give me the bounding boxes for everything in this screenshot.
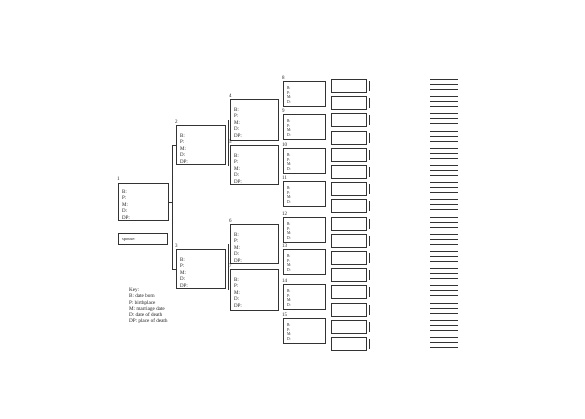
gen5-connector xyxy=(369,184,370,194)
ancestor-line xyxy=(430,303,458,304)
person-13-box[interactable] xyxy=(283,249,326,275)
person-15-fields: B: P: M: D: xyxy=(287,323,292,341)
person-11-box[interactable] xyxy=(283,181,326,207)
ancestor-line xyxy=(430,89,458,90)
spouse-box[interactable]: spouse: xyxy=(118,233,168,245)
ancestor-line xyxy=(430,325,458,326)
gen5-connector xyxy=(369,253,370,263)
ancestor-line xyxy=(430,273,458,274)
person-9-number: 9 xyxy=(282,109,285,114)
ancestor-line xyxy=(430,251,458,252)
gen5-box[interactable] xyxy=(331,268,367,282)
gen5-connector xyxy=(369,150,370,160)
gen5-box[interactable] xyxy=(331,148,367,162)
person-6-fields: B: P: M: D: DP: xyxy=(234,233,242,264)
person-10-fields: B: P: M: D: xyxy=(287,153,292,171)
person-10-number: 10 xyxy=(282,143,287,148)
ancestor-line xyxy=(430,239,458,240)
ancestor-line xyxy=(430,295,458,296)
ancestor-line xyxy=(430,199,458,200)
ancestor-line xyxy=(430,101,458,102)
person-7-box[interactable] xyxy=(230,269,279,311)
ancestor-line xyxy=(430,261,458,262)
ancestor-line xyxy=(430,285,458,286)
ancestor-line xyxy=(430,113,458,114)
person-12-fields: B: P: M: D: xyxy=(287,222,292,240)
person-7-fields: B: P: M: D: DP: xyxy=(234,278,242,309)
ancestor-line xyxy=(430,192,458,193)
ancestor-line xyxy=(430,320,458,321)
person-1-fields: B: P: M: D: DP: xyxy=(122,190,130,221)
gen5-connector xyxy=(369,305,370,315)
ancestor-line xyxy=(430,187,458,188)
gen5-box[interactable] xyxy=(331,337,367,351)
gen5-box[interactable] xyxy=(331,234,367,248)
person-1-box[interactable] xyxy=(118,183,169,221)
ancestor-line xyxy=(430,290,458,291)
person-10-box[interactable] xyxy=(283,148,326,174)
gen5-box[interactable] xyxy=(331,182,367,196)
person-3-number: 3 xyxy=(175,244,178,249)
gen5-connector xyxy=(369,98,370,108)
person-3-box[interactable] xyxy=(176,249,226,289)
person-6-box[interactable] xyxy=(230,224,279,264)
gen5-box[interactable] xyxy=(331,217,367,231)
connector-gen1-top xyxy=(172,145,176,146)
ancestor-line xyxy=(430,347,458,348)
person-14-box[interactable] xyxy=(283,284,326,310)
person-14-number: 14 xyxy=(282,279,287,284)
person-8-number: 8 xyxy=(282,76,285,81)
gen5-connector xyxy=(369,81,370,91)
person-5-number: 5 xyxy=(229,140,232,145)
person-8-fields: B: P: M: D: xyxy=(287,86,292,104)
person-12-number: 12 xyxy=(282,212,287,217)
ancestor-line xyxy=(430,256,458,257)
ancestor-line xyxy=(430,158,458,159)
connector-gen1-bottom xyxy=(172,269,176,270)
ancestor-line xyxy=(430,118,458,119)
ancestor-line xyxy=(430,170,458,171)
ancestor-line xyxy=(430,337,458,338)
person-13-fields: B: P: M: D: xyxy=(287,254,292,272)
ancestor-line xyxy=(430,209,458,210)
ancestor-line xyxy=(430,153,458,154)
person-4-fields: B: P: M: D: DP: xyxy=(234,108,242,139)
person-1-number: 1 xyxy=(117,177,120,182)
ancestor-line xyxy=(430,182,458,183)
person-5-box[interactable] xyxy=(230,145,279,185)
person-4-number: 4 xyxy=(229,94,232,99)
gen5-connector xyxy=(369,287,370,297)
ancestor-line xyxy=(430,342,458,343)
person-3-fields: B: P: M: D: DP: xyxy=(180,258,188,289)
ancestor-line xyxy=(430,227,458,228)
ancestor-line xyxy=(430,234,458,235)
person-9-fields: B: P: M: D: xyxy=(287,119,292,137)
person-8-box[interactable] xyxy=(283,81,326,107)
gen5-box[interactable] xyxy=(331,96,367,110)
ancestor-line xyxy=(430,131,458,132)
gen5-box[interactable] xyxy=(331,285,367,299)
ancestor-line xyxy=(430,330,458,331)
person-4-box[interactable] xyxy=(230,99,279,141)
ancestor-line xyxy=(430,165,458,166)
person-2-box[interactable] xyxy=(176,125,226,165)
ancestor-line xyxy=(430,123,458,124)
gen5-connector xyxy=(369,201,370,211)
ancestor-line xyxy=(430,222,458,223)
ancestor-line xyxy=(430,96,458,97)
ancestor-line xyxy=(430,84,458,85)
connector-gen1 xyxy=(172,145,173,269)
gen5-box[interactable] xyxy=(331,165,367,179)
person-2-fields: B: P: M: D: DP: xyxy=(180,134,188,165)
ancestor-line xyxy=(430,204,458,205)
person-6-number: 6 xyxy=(229,219,232,224)
ancestor-line xyxy=(430,313,458,314)
ancestor-line xyxy=(430,244,458,245)
person-13-number: 13 xyxy=(282,244,287,249)
ancestor-line xyxy=(430,278,458,279)
person-15-number: 15 xyxy=(282,313,287,318)
gen5-connector xyxy=(369,167,370,177)
gen5-connector xyxy=(369,219,370,229)
ancestor-line xyxy=(430,106,458,107)
gen5-box[interactable] xyxy=(331,113,367,127)
gen5-connector xyxy=(369,236,370,246)
ancestor-line xyxy=(430,175,458,176)
person-11-fields: B: P: M: D: xyxy=(287,186,292,204)
connector-gen2a xyxy=(228,120,229,166)
connector-gen1-stub xyxy=(169,202,172,203)
gen5-connector xyxy=(369,322,370,332)
ancestor-line xyxy=(430,79,458,80)
ancestor-line xyxy=(430,141,458,142)
person-11-number: 11 xyxy=(282,176,287,181)
connector-gen2b xyxy=(228,244,229,290)
ancestor-line xyxy=(430,217,458,218)
gen5-box[interactable] xyxy=(331,199,367,213)
legend-key: Key: B: date born P: birthplace M: marriage date D: date of death DP: place of death xyxy=(129,287,168,325)
person-5-fields: B: P: M: D: DP: xyxy=(234,154,242,185)
person-7-number: 7 xyxy=(229,264,232,269)
person-15-box[interactable] xyxy=(283,318,326,344)
ancestor-line xyxy=(430,136,458,137)
person-9-box[interactable] xyxy=(283,114,326,140)
gen5-box[interactable] xyxy=(331,303,367,317)
gen5-connector xyxy=(369,270,370,280)
gen5-box[interactable] xyxy=(331,320,367,334)
gen5-connector xyxy=(369,133,370,143)
gen5-box[interactable] xyxy=(331,79,367,93)
person-12-box[interactable] xyxy=(283,217,326,243)
person-2-number: 2 xyxy=(175,120,178,125)
ancestor-line xyxy=(430,308,458,309)
ancestor-line xyxy=(430,148,458,149)
gen5-box[interactable] xyxy=(331,131,367,145)
gen5-connector xyxy=(369,115,370,125)
gen5-connector xyxy=(369,339,370,349)
ancestor-line xyxy=(430,268,458,269)
gen5-box[interactable] xyxy=(331,251,367,265)
person-14-fields: B: P: M: D: xyxy=(287,289,292,307)
